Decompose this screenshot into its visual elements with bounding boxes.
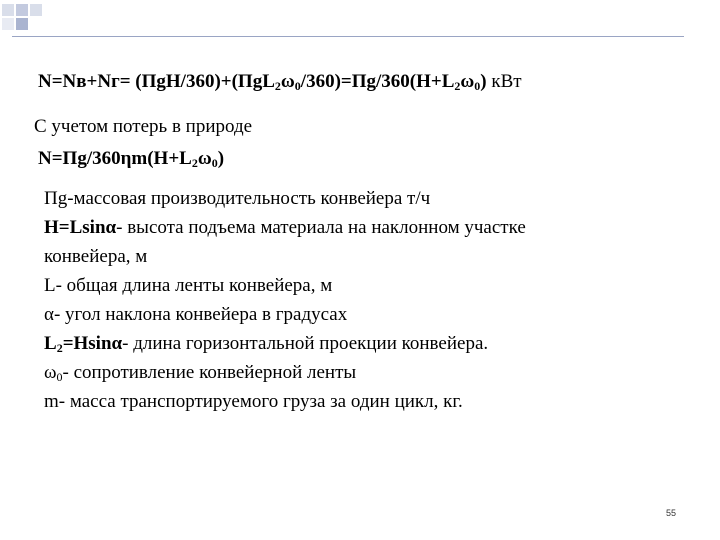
definition-belt-length: L- общая длина ленты конвейера, м — [44, 275, 333, 296]
definition-angle: α- угол наклона конвейера в градусах — [44, 304, 348, 325]
header-rule — [12, 36, 684, 37]
definition-cargo-mass: m- масса транспортируемого груза за один цикл, кг. — [44, 391, 463, 412]
definition-height: H=Lsinα- высота подъема материала на наклонном участке — [44, 217, 526, 238]
definition-mass-productivity: Пg-массовая производительность конвейера т/ч — [44, 188, 431, 209]
loss-caption: С учетом потерь в природе — [34, 116, 253, 137]
definition-belt-resistance: $\omega_0-$ сопротивление конвейерной ленты — [44, 362, 357, 384]
definition-height-continuation: конвейера, м — [44, 246, 148, 267]
formula-loss: $N=Пg/360\eta m(H+L_2\omega_0)$ — [38, 148, 225, 170]
formula-main: $N=Nв+Nг= (ПgH/360)+(ПgL_2\omega_0/360)=Пg/360(H+L_2\omega_0)$ кВт — [38, 71, 522, 93]
definition-horizontal-projection: $L_2=Hsin\alpha-$ длина горизонтальной проекции конвейера. — [44, 333, 489, 355]
decorative-squares — [0, 0, 80, 40]
slide-number: 55 — [665, 508, 676, 518]
